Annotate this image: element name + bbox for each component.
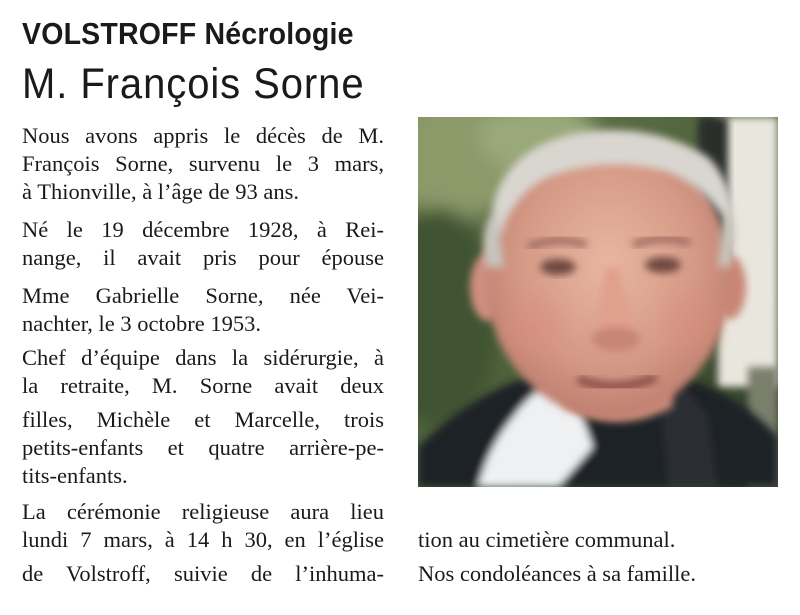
- body-line: tits-enfants.: [22, 463, 128, 488]
- article-title: M. François Sorne: [22, 60, 365, 108]
- body-line: La cérémonie religieuse aura lieu: [22, 499, 384, 524]
- body-line: à Thionville, à l’âge de 93 ans.: [22, 179, 299, 204]
- body-line: Nos condoléances à sa famille.: [418, 561, 697, 586]
- body-line: nachter, le 3 octobre 1953.: [22, 311, 262, 336]
- body-line: Nous avons appris le décès de M.: [22, 123, 384, 148]
- body-line: nange, il avait pris pour épouse: [22, 245, 384, 270]
- body-line: filles, Michèle et Marcelle, trois: [22, 407, 384, 432]
- body-line: de Volstroff, suivie de l’inhuma-: [22, 561, 384, 586]
- article-kicker: VOLSTROFF Nécrologie: [22, 16, 354, 51]
- body-line: lundi 7 mars, à 14 h 30, en l’église: [22, 527, 384, 552]
- body-line: Chef d’équipe dans la sidérurgie, à: [22, 345, 384, 370]
- body-line: la retraite, M. Sorne avait deux: [22, 373, 384, 398]
- body-line: petits-enfants et quatre arrière-pe-: [22, 435, 384, 460]
- portrait-photo: [418, 117, 778, 487]
- body-line: Né le 19 décembre 1928, à Rei-: [22, 217, 384, 242]
- body-line: tion au cimetière communal.: [418, 527, 676, 552]
- body-line: François Sorne, survenu le 3 mars,: [22, 151, 384, 176]
- body-line: Mme Gabrielle Sorne, née Vei-: [22, 283, 384, 308]
- portrait-image: [418, 117, 778, 487]
